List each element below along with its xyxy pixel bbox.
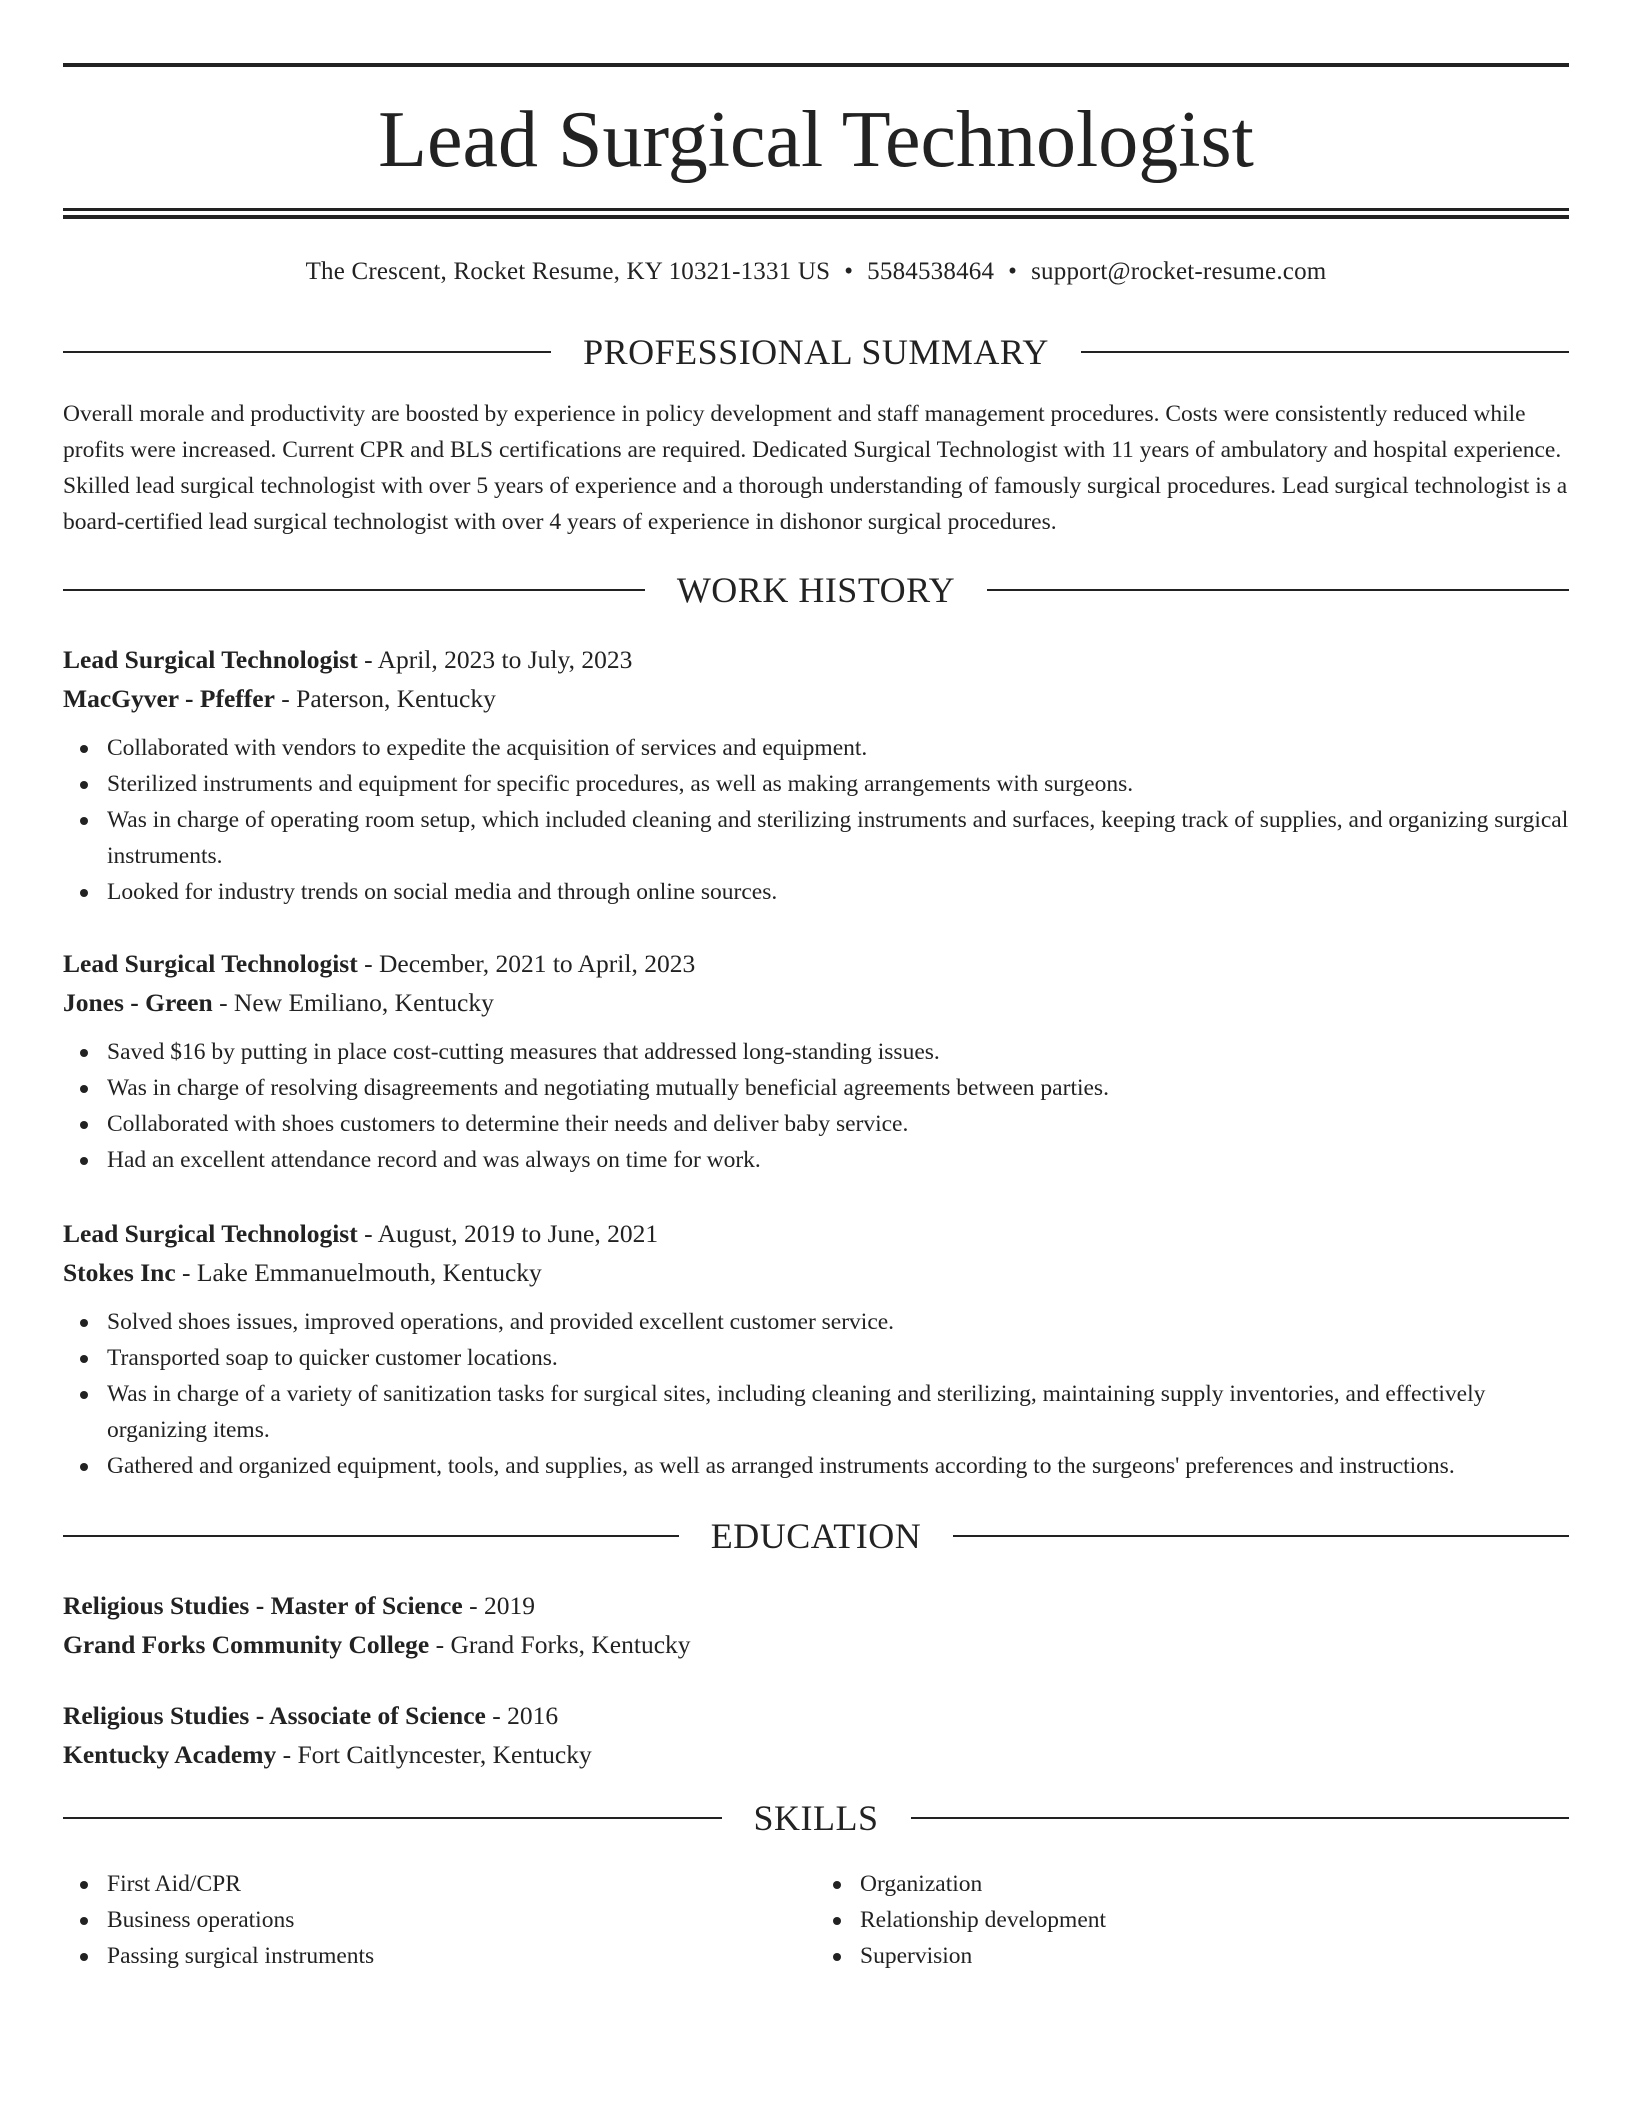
skill-item: Business operations — [63, 1902, 816, 1938]
job-role: Lead Surgical Technologist — [63, 645, 358, 674]
heading-rule — [63, 1535, 679, 1537]
education-entry — [63, 1586, 1569, 1664]
section-label: PROFESSIONAL SUMMARY — [583, 332, 1049, 372]
job-title-line — [63, 944, 1569, 983]
job-title-line — [63, 640, 1569, 679]
section-label: EDUCATION — [710, 1516, 922, 1556]
education-year: - 2019 — [462, 1591, 535, 1620]
job-entry — [63, 640, 1569, 910]
job-company: MacGyver - Pfeffer — [63, 684, 275, 713]
section-label: SKILLS — [753, 1798, 879, 1838]
list-item: Was in charge of a variety of sanitization tasks for surgical sites, including cleaning and sterilizing, maintaining supply inventories, and effectively organizing items. — [63, 1376, 1569, 1448]
education-degree-line — [63, 1586, 1569, 1625]
section-label: WORK HISTORY — [676, 570, 956, 610]
education-school: Kentucky Academy — [63, 1740, 277, 1769]
job-location: - New Emiliano, Kentucky — [212, 988, 494, 1017]
section-heading-skills — [63, 1796, 1569, 1840]
education-school-line — [63, 1625, 1569, 1664]
heading-rule — [63, 589, 645, 591]
contact-line — [63, 254, 1569, 290]
job-title-line — [63, 1214, 1569, 1253]
job-dates: - April, 2023 to July, 2023 — [357, 645, 633, 674]
list-item: Collaborated with shoes customers to determine their needs and deliver baby service. — [63, 1106, 1569, 1142]
list-item: Collaborated with vendors to expedite the acquisition of services and equipment. — [63, 730, 1569, 766]
list-item: Sterilized instruments and equipment for specific procedures, as well as making arrangements with surgeons. — [63, 766, 1569, 802]
resume-title: Lead Surgical Technologist — [378, 96, 1254, 184]
list-item: Gathered and organized equipment, tools, and supplies, as well as arranged instruments according to the surgeons' preferences and instructions. — [63, 1448, 1569, 1484]
job-role: Lead Surgical Technologist — [63, 1219, 358, 1248]
job-role: Lead Surgical Technologist — [63, 949, 358, 978]
education-location: - Fort Caitlyncester, Kentucky — [276, 1740, 592, 1769]
top-rule — [63, 63, 1569, 67]
skill-item: Supervision — [816, 1938, 1569, 1974]
contact-phone: 5584538464 — [867, 258, 995, 285]
contact-email: support@rocket-resume.com — [1031, 258, 1327, 285]
job-bullets — [63, 1304, 1569, 1484]
section-heading-summary — [63, 330, 1569, 374]
skills-grid — [63, 1866, 1569, 1974]
summary-paragraph: Overall morale and productivity are boosted by experience in policy development and staff management procedures. Costs were consistently reduced while profits were increased. Current CPR and BLS certifications are required. Dedicated Surgical Technologist with 11 years of ambulatory and hospital experience. Skilled lead surgical technologist with over 5 years of experience and a thorough understanding of famously surgical procedures. Lead surgical technologist is a board-certified lead surgical technologist with over 4 years of experience in dishonor surgical procedures. — [63, 401, 1568, 535]
education-year: - 2016 — [485, 1701, 559, 1730]
skill-item: Passing surgical instruments — [63, 1938, 816, 1974]
heading-rule — [63, 351, 551, 353]
job-dates: - August, 2019 to June, 2021 — [357, 1219, 659, 1248]
contact-address: The Crescent, Rocket Resume, KY 10321-1331 US — [305, 258, 831, 285]
heading-rule — [953, 1535, 1569, 1537]
contact-separator: • — [844, 258, 854, 285]
education-degree: Religious Studies - Associate of Science — [63, 1701, 486, 1730]
list-item: Transported soap to quicker customer locations. — [63, 1340, 1569, 1376]
list-item: Saved $16 by putting in place cost-cutting measures that addressed long-standing issues. — [63, 1034, 1569, 1070]
education-school-line — [63, 1735, 1569, 1774]
list-item: Was in charge of resolving disagreements and negotiating mutually beneficial agreements between parties. — [63, 1070, 1569, 1106]
list-item: Was in charge of operating room setup, which included cleaning and sterilizing instruments and surfaces, keeping track of supplies, and organizing surgical instruments. — [63, 802, 1569, 874]
education-location: - Grand Forks, Kentucky — [429, 1630, 691, 1659]
heading-rule — [911, 1817, 1570, 1819]
education-degree-line — [63, 1696, 1569, 1735]
list-item: Solved shoes issues, improved operations, and provided excellent customer service. — [63, 1304, 1569, 1340]
section-heading-education — [63, 1514, 1569, 1558]
heading-rule — [1081, 351, 1569, 353]
education-entry — [63, 1696, 1569, 1774]
job-company-line — [63, 679, 1569, 718]
heading-rule — [987, 589, 1569, 591]
skill-item: First Aid/CPR — [63, 1866, 816, 1902]
job-company-line — [63, 1253, 1569, 1292]
skill-item: Relationship development — [816, 1902, 1569, 1938]
job-location: - Paterson, Kentucky — [274, 684, 496, 713]
skills-left-column — [63, 1866, 816, 1974]
list-item: Had an excellent attendance record and was always on time for work. — [63, 1142, 1569, 1178]
job-dates: - December, 2021 to April, 2023 — [357, 949, 696, 978]
heading-rule — [63, 1817, 722, 1819]
skill-item: Organization — [816, 1866, 1569, 1902]
list-item: Looked for industry trends on social media and through online sources. — [63, 874, 1569, 910]
section-heading-work — [63, 568, 1569, 612]
education-school: Grand Forks Community College — [63, 1630, 430, 1659]
skills-right-column — [816, 1866, 1569, 1974]
job-location: - Lake Emmanuelmouth, Kentucky — [175, 1258, 542, 1287]
education-degree: Religious Studies - Master of Science — [63, 1591, 463, 1620]
job-entry — [63, 944, 1569, 1178]
job-bullets — [63, 1034, 1569, 1178]
job-bullets — [63, 730, 1569, 910]
contact-separator: • — [1008, 258, 1018, 285]
job-entry — [63, 1214, 1569, 1484]
job-company-line — [63, 983, 1569, 1022]
title-double-rule — [63, 208, 1569, 219]
job-company: Jones - Green — [63, 988, 213, 1017]
job-company: Stokes Inc — [63, 1258, 176, 1287]
